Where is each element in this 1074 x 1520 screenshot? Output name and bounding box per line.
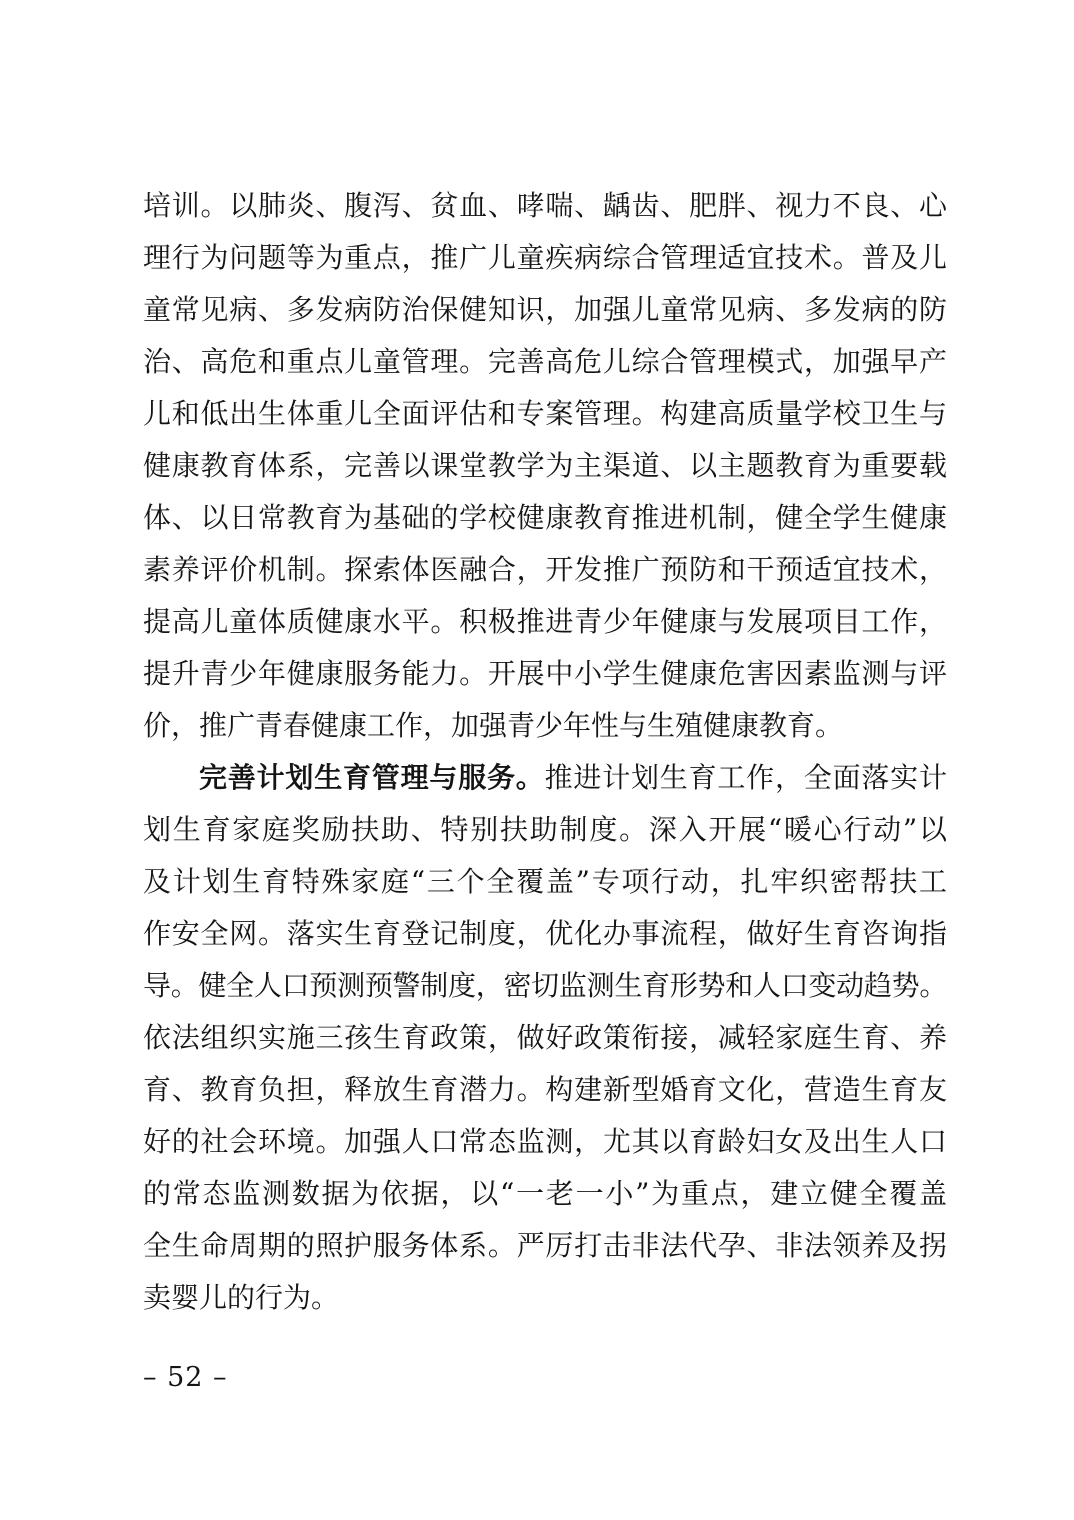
line-text: 体、以日常教育为基础的学校健康教育推进机制，健全学生健康: [143, 501, 947, 534]
line-text: 好的社会环境。加强人口常态监测，尤其以育龄妇女及出生人口: [143, 1125, 947, 1158]
text-line: [143, 180, 947, 232]
line-text: 健康教育体系，完善以课堂教学为主渠道、以主题教育为重要载: [143, 449, 947, 482]
text-line: [143, 1012, 947, 1064]
line-text: 卖婴儿的行为。: [143, 1281, 340, 1314]
text-line: [143, 700, 947, 752]
line-text: 培训。以肺炎、腹泻、贫血、哮喘、龋齿、肥胖、视力不良、心: [143, 189, 947, 222]
text-line: [143, 596, 947, 648]
line-text: 依法组织实施三孩生育政策，做好政策衔接，减轻家庭生育、养: [143, 1021, 947, 1054]
text-line: [143, 336, 947, 388]
text-line: [143, 492, 947, 544]
text-line: [143, 960, 947, 1012]
text-line: [143, 804, 947, 856]
paragraph: [143, 752, 947, 1324]
text-line: [143, 232, 947, 284]
text-line: [143, 856, 947, 908]
line-text: 划生育家庭奖励扶助、特别扶助制度。深入开展“暖心行动”以: [143, 813, 947, 846]
text-line: [143, 752, 947, 804]
line-text: 素养评价机制。探索体医融合，开发推广预防和干预适宜技术，: [143, 553, 947, 586]
text-line: [143, 1064, 947, 1116]
line-text: 导。健全人口预测预警制度，密切监测生育形势和人口变动趋势。: [143, 969, 947, 1002]
line-text: 全生命周期的照护服务体系。严厉打击非法代孕、非法领养及拐: [143, 1229, 947, 1262]
text-line: [143, 648, 947, 700]
paragraph-lead-bold: 完善计划生育管理与服务。: [199, 761, 545, 794]
line-text: 儿和低出生体重儿全面评估和专案管理。构建高质量学校卫生与: [143, 397, 947, 430]
line-text: 的常态监测数据为依据，以“一老一小”为重点，建立健全覆盖: [143, 1177, 947, 1210]
line-text: 价，推广青春健康工作，加强青少年性与生殖健康教育。: [143, 709, 844, 742]
text-line: [143, 1116, 947, 1168]
line-text: 理行为问题等为重点，推广儿童疾病综合管理适宜技术。普及儿: [143, 241, 947, 274]
line-text: 治、高危和重点儿童管理。完善高危儿综合管理模式，加强早产: [143, 345, 947, 378]
text-line: [143, 544, 947, 596]
line-text: 育、教育负担，释放生育潜力。构建新型婚育文化，营造生育友: [143, 1073, 947, 1106]
line-text: 及计划生育特殊家庭“三个全覆盖”专项行动，扎牢织密帮扶工: [143, 865, 947, 898]
text-line: [143, 440, 947, 492]
text-line: [143, 1220, 947, 1272]
text-line: [143, 388, 947, 440]
line-text: 作安全网。落实生育登记制度，优化办事流程，做好生育咨询指: [143, 917, 947, 950]
text-block: [143, 180, 947, 1324]
text-line: [143, 1272, 947, 1324]
page-number: – 52 –: [143, 1362, 228, 1393]
line-text: 推进计划生育工作，全面落实计: [544, 761, 947, 794]
line-text: 提升青少年健康服务能力。开展中小学生健康危害因素监测与评: [143, 657, 947, 690]
text-line: [143, 284, 947, 336]
paragraph: [143, 180, 947, 752]
text-line: [143, 908, 947, 960]
line-text: 童常见病、多发病防治保健知识，加强儿童常见病、多发病的防: [143, 293, 947, 326]
text-line: [143, 1168, 947, 1220]
line-text: 提高儿童体质健康水平。积极推进青少年健康与发展项目工作，: [143, 605, 947, 638]
